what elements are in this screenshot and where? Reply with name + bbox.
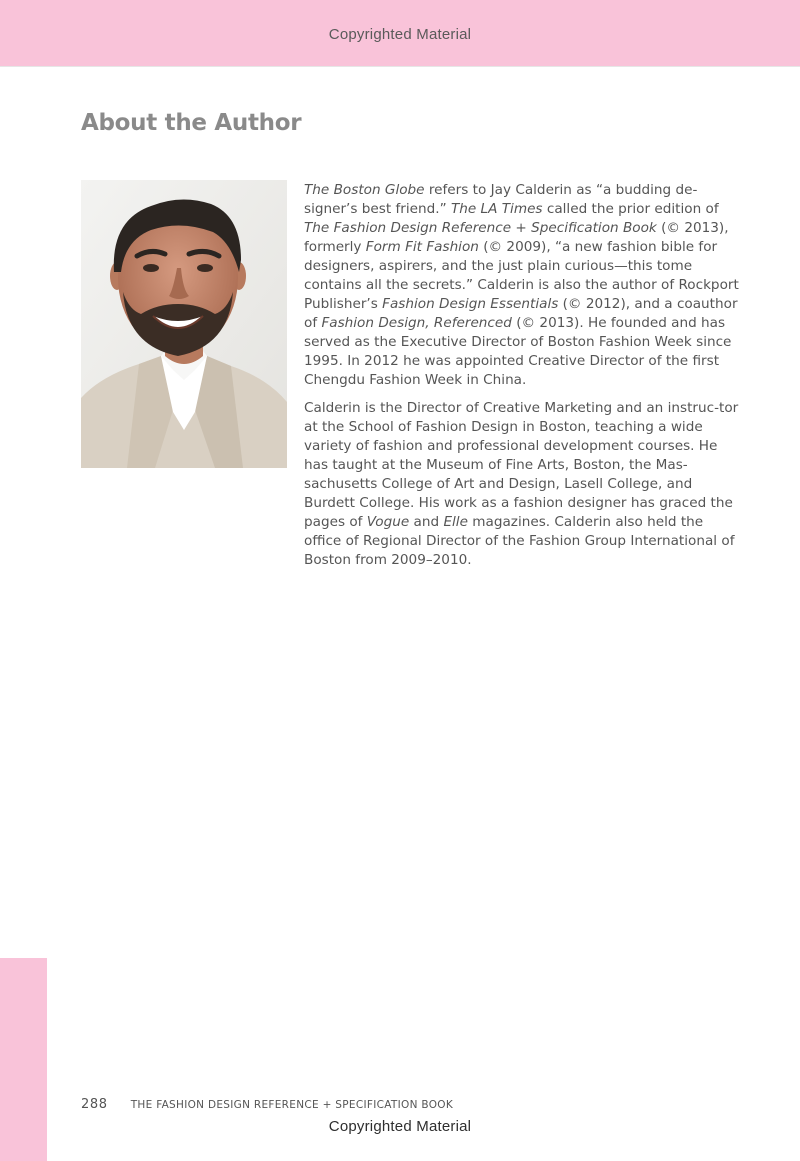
page-number: 288	[81, 1097, 108, 1112]
running-title: THE FASHION DESIGN REFERENCE + SPECIFICATION BOOK	[130, 1099, 454, 1111]
italic-title: The LA Times	[450, 201, 543, 217]
bio-text-run: refers to Jay Calderin as “a budding de-signer’s best friend.”	[304, 182, 698, 217]
page-footer	[81, 1093, 453, 1112]
bottom-watermark: Copyrighted Material	[328, 1118, 472, 1135]
author-bio	[304, 181, 744, 579]
bio-text-run: (© 2009), “a new fashion bible for designers, aspirers, and the just plain curious—this tome contains all the secrets.” Calderin is also the author of Rockport Publisher’s	[304, 239, 739, 312]
author-photo	[81, 180, 287, 468]
italic-title: Form Fit Fashion	[365, 239, 479, 255]
italic-title: The Boston Globe	[304, 182, 425, 198]
italic-title: Fashion Design Essentials	[382, 296, 559, 312]
italic-title: The Fashion Design Reference + Specification Book	[304, 220, 657, 236]
bio-text-run: magazines. Calderin also held the office of Regional Director of the Fashion Group International of Boston from 2009–2010.	[304, 514, 735, 568]
italic-title: Vogue	[366, 514, 410, 530]
page-heading: About the Author	[81, 110, 302, 136]
author-portrait-icon	[81, 180, 287, 468]
top-banner	[0, 0, 800, 67]
bio-text-run: Calderin is the Director of Creative Marketing and an instruc-tor at the School of Fashion Design in Boston, teaching a wide variety of fashion and professional development courses. He has taught at the Museum of Fine Arts, Boston, the Mas-sachusetts College of Art and Design, Lasell College, and Burdett College. His work as a fashion designer has graced the pages of	[304, 400, 739, 530]
bio-paragraph-1	[304, 181, 744, 390]
italic-title: Fashion Design, Referenced	[321, 315, 512, 331]
bio-text-run: called the prior edition of	[542, 201, 719, 217]
italic-title: Elle	[443, 514, 468, 530]
bio-text-run: (© 2012), and a coauthor of	[304, 296, 738, 331]
top-watermark: Copyrighted Material	[328, 26, 472, 43]
bio-text-run: and	[409, 514, 444, 530]
bio-paragraph-2	[304, 399, 744, 570]
bio-text-run: (© 2013). He founded and has served as the Executive Director of Boston Fashion Week since 1995. In 2012 he was appointed Creative Director of the first Chengdu Fashion Week in China.	[304, 315, 732, 388]
bio-text-run: (© 2013), formerly	[304, 220, 729, 255]
